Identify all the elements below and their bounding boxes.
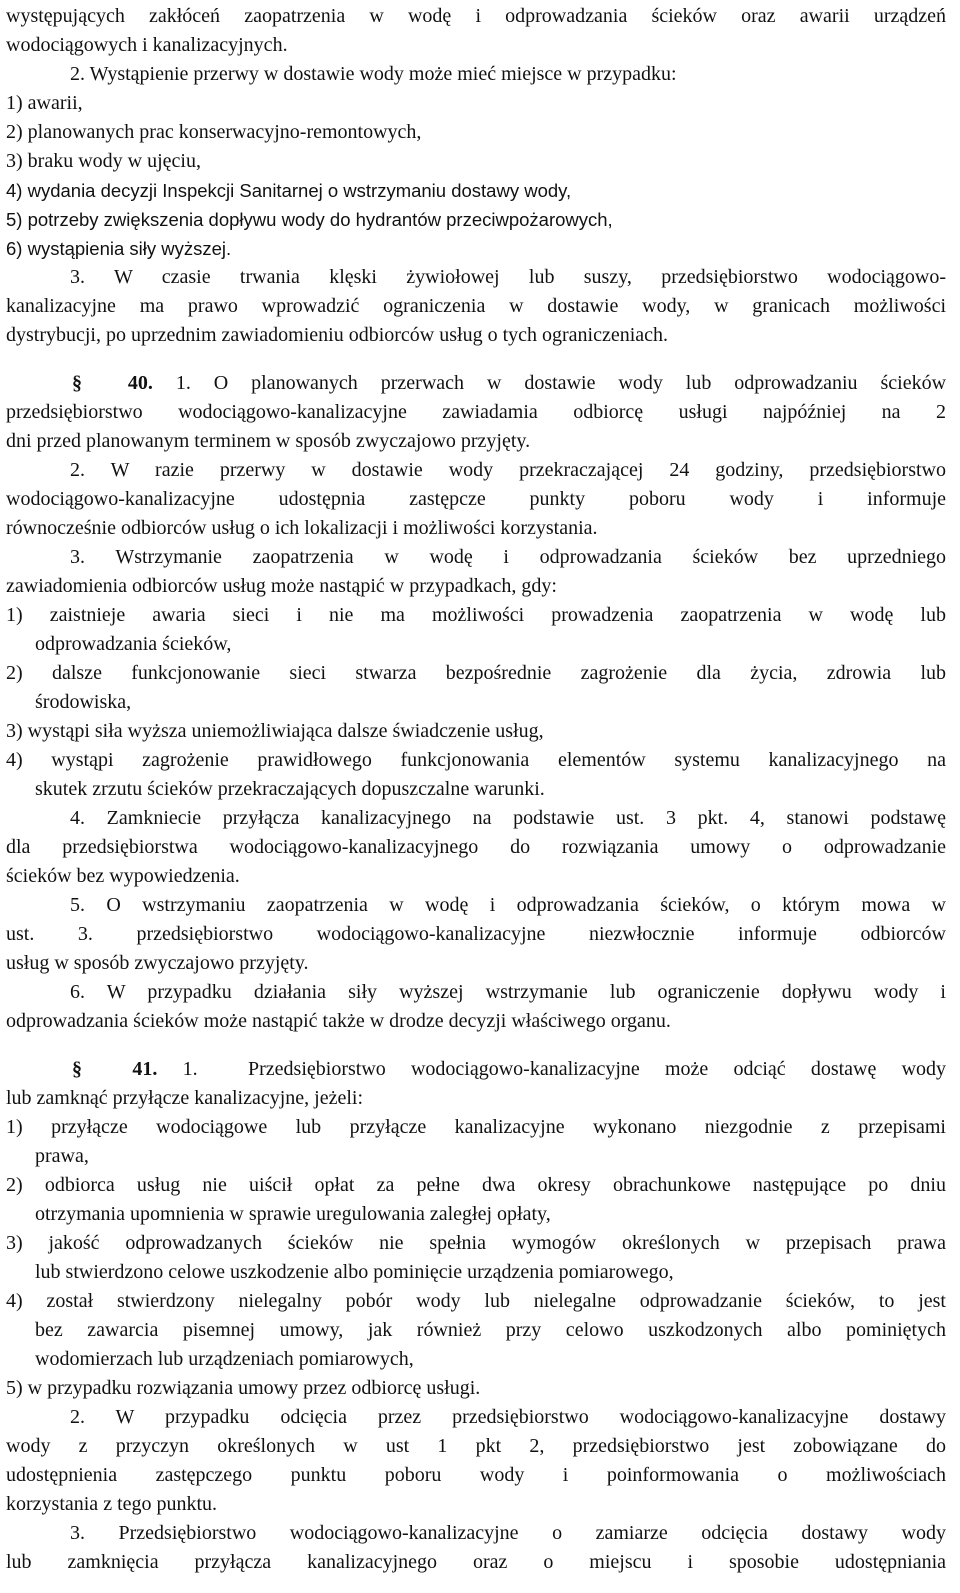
list-item: 5) potrzeby zwiększenia dopływu wody do hydrantów przeciwpożarowych,	[6, 209, 613, 230]
text-line: wodociągowo-kanalizacyjne udostępnia zastępcze punkty poboru wody i informuje	[6, 488, 946, 510]
text-line: dystrybucji, po uprzednim zawiadomieniu odbiorców usług o tych ograniczeniach.	[6, 324, 669, 346]
section-number: 41.	[132, 1058, 158, 1080]
text-line: korzystania z tego punktu.	[6, 1493, 218, 1515]
text-line: 4. Zamkniecie przyłącza kanalizacyjnego na podstawie ust. 3 pkt. 4, stanowi podstawę	[70, 807, 946, 829]
text-line: występujących zakłóceń zaopatrzenia w wodę i odprowadzania ścieków oraz awarii urządzeń	[6, 5, 946, 27]
list-item-continuation: bez zawarcia pisemnej umowy, jak również przy celowo uszkodzonych albo pominiętych	[35, 1319, 946, 1341]
text-line: 5. O wstrzymaniu zaopatrzenia w wodę i odprowadzania ścieków, o którym mowa w	[70, 894, 946, 916]
list-item: 4) wystąpi zagrożenie prawidłowego funkcjonowania elementów systemu kanalizacyjnego na	[6, 749, 946, 771]
section-40-heading	[6, 369, 946, 398]
text-line: ścieków bez wypowiedzenia.	[6, 865, 240, 887]
text-line: 6. W przypadku działania siły wyższej wstrzymanie lub ograniczenie dopływu wody i	[70, 981, 946, 1003]
text-line: 2. W przypadku odcięcia przez przedsiębiorstwo wodociągowo-kanalizacyjne dostawy	[70, 1406, 946, 1428]
list-item-continuation: wodomierzach lub urządzeniach pomiarowych,	[35, 1348, 414, 1370]
list-item: 3) jakość odprowadzanych ścieków nie spełnia wymogów określonych w przepisach prawa	[6, 1232, 946, 1254]
list-item-continuation: otrzymania upomnienia w sprawie uregulowania zaległej opłaty,	[35, 1203, 551, 1225]
list-item-continuation: środowiska,	[35, 691, 132, 713]
list-item: 2) dalsze funkcjonowanie sieci stwarza bezpośrednie zagrożenie dla życia, zdrowia lub	[6, 662, 946, 684]
text-line: kanalizacyjne ma prawo wprowadzić ograniczenia w dostawie wody, w granicach możliwości	[6, 295, 946, 317]
list-item: 3) wystąpi siła wyższa uniemożliwiająca dalsze świadczenie usług,	[6, 720, 544, 742]
list-item: 1) awarii,	[6, 92, 83, 114]
list-item: 1) zaistnieje awaria sieci i nie ma możliwości prowadzenia zaopatrzenia w wodę lub	[6, 604, 946, 626]
text-line: 3. Przedsiębiorstwo wodociągowo-kanalizacyjne o zamiarze odcięcia dostawy wody	[70, 1522, 946, 1544]
list-item: 4) wydania decyzji Inspekcji Sanitarnej o wstrzymaniu dostawy wody,	[6, 180, 572, 201]
text-line: usług w sposób zwyczajowo przyjęty.	[6, 952, 309, 974]
text-line: odprowadzania ścieków może nastąpić także w drodze decyzji właściwego organu.	[6, 1010, 671, 1032]
text-line: O planowanych przerwach w dostawie wody lub odprowadzaniu ścieków	[213, 372, 947, 394]
list-item-continuation: odprowadzania ścieków,	[35, 633, 232, 655]
text-line: 2. W razie przerwy w dostawie wody przekraczającej 24 godziny, przedsiębiorstwo	[70, 459, 946, 481]
text-line: zawiadomienia odbiorców usług może nastąpić w przypadkach, gdy:	[6, 575, 557, 597]
section-41-heading	[6, 1055, 946, 1084]
text-line: 3. W czasie trwania klęski żywiołowej lub suszy, przedsiębiorstwo wodociągowo-	[70, 266, 946, 288]
text-line: lub zamknąć przyłącze kanalizacyjne, jeżeli:	[6, 1087, 364, 1109]
section-sign: §	[72, 1058, 82, 1080]
text-line: lub zamknięcia przyłącza kanalizacyjnego oraz o miejscu i sposobie udostępniania	[6, 1551, 946, 1573]
section-number: 40.	[127, 372, 153, 394]
list-item: 3) braku wody w ujęciu,	[6, 150, 201, 172]
text-line: równocześnie odbiorców usług o ich lokalizacji i możliwości korzystania.	[6, 517, 598, 539]
list-item-continuation: prawa,	[35, 1145, 89, 1167]
list-item: 2) odbiorca usług nie uiścił opłat za pełne dwa okresy obrachunkowe następujące po dniu	[6, 1174, 946, 1196]
text-line: 3. Wstrzymanie zaopatrzenia w wodę i odprowadzania ścieków bez uprzedniego	[70, 546, 946, 568]
text-line: Przedsiębiorstwo wodociągowo-kanalizacyjne może odciąć dostawę wody	[248, 1058, 947, 1080]
text-line: wodociągowych i kanalizacyjnych.	[6, 34, 288, 56]
text-line: przedsiębiorstwo wodociągowo-kanalizacyjne zawiadamia odbiorcę usługi najpóźniej na 2	[6, 401, 946, 423]
list-item: 5) w przypadku rozwiązania umowy przez odbiorcę usługi.	[6, 1377, 481, 1399]
text-line: dla przedsiębiorstwa wodociągowo-kanalizacyjnego do rozwiązania umowy o odprowadzanie	[6, 836, 946, 858]
list-item-continuation: skutek zrzutu ścieków przekraczających dopuszczalne warunki.	[35, 778, 545, 800]
list-item-continuation: lub stwierdzono celowe uszkodzenie albo pominięcie urządzenia pomiarowego,	[35, 1261, 674, 1283]
point-number: 1.	[175, 372, 191, 394]
list-item: 4) został stwierdzony nielegalny pobór wody lub nielegalne odprowadzanie ścieków, to jest	[6, 1290, 946, 1312]
list-item: 6) wystąpienia siły wyższej.	[6, 238, 232, 259]
text-line: udostępnienia zastępczego punktu poboru wody i poinformowania o możliwościach	[6, 1464, 946, 1486]
text-line: dni przed planowanym terminem w sposób zwyczajowo przyjęty.	[6, 430, 531, 452]
section-sign: §	[72, 372, 82, 394]
list-item: 2) planowanych prac konserwacyjno-remontowych,	[6, 121, 422, 143]
list-item: 1) przyłącze wodociągowe lub przyłącze kanalizacyjne wykonano niezgodnie z przepisami	[6, 1116, 946, 1138]
text-line: wody z przyczyn określonych w ust 1 pkt 2, przedsiębiorstwo jest zobowiązane do	[6, 1435, 946, 1457]
point-number: 1.	[182, 1058, 198, 1080]
text-line: ust. 3. przedsiębiorstwo wodociągowo-kanalizacyjne niezwłocznie informuje odbiorców	[6, 923, 946, 945]
text-line: 2. Wystąpienie przerwy w dostawie wody może mieć miejsce w przypadku:	[70, 63, 677, 85]
